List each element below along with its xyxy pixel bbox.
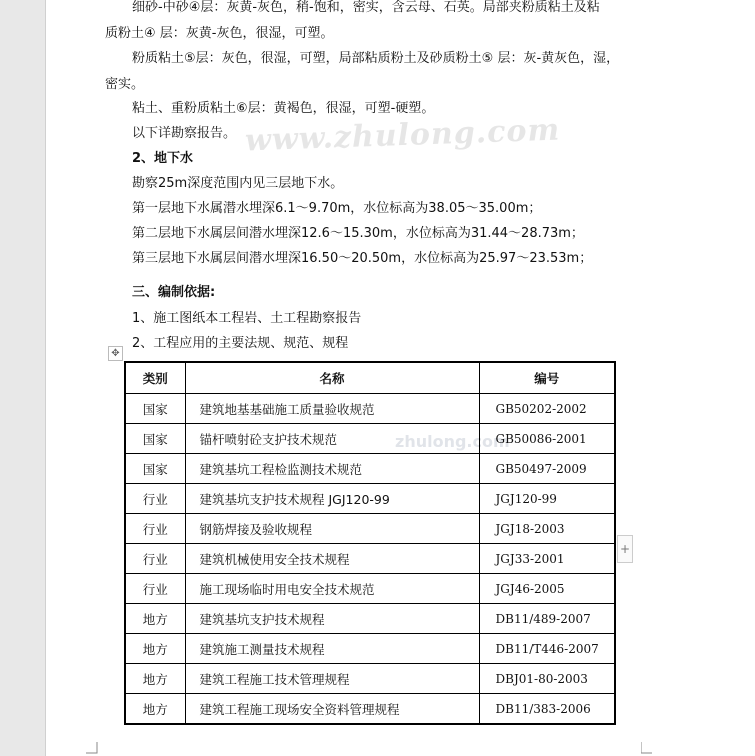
paragraph-line: 第二层地下水属层间潜水埋深12.6～15.30m，水位标高为31.44～28.73m； — [132, 226, 584, 241]
header-code: 编号 — [479, 362, 615, 394]
cell-category: 地方 — [125, 604, 185, 634]
cell-code: GB50086-2001 — [479, 424, 615, 454]
cell-category: 地方 — [125, 694, 185, 725]
standards-table — [124, 361, 616, 725]
cell-code: DBJ01-80-2003 — [479, 664, 615, 694]
table-row — [125, 604, 615, 634]
cell-name: 建筑工程施工现场安全资料管理规程 — [185, 694, 479, 725]
table-row — [125, 454, 615, 484]
cell-category: 行业 — [125, 544, 185, 574]
cell-name: 建筑基坑工程检监测技术规范 — [185, 454, 479, 484]
paragraph-line: 质粉土④ 层：灰黄-灰色，很湿，可塑。 — [105, 26, 334, 41]
cell-name: 建筑机械使用安全技术规程 — [185, 544, 479, 574]
cell-code: JGJ18-2003 — [479, 514, 615, 544]
cell-code: DB11/T446-2007 — [479, 634, 615, 664]
page-corner-mark — [641, 742, 653, 754]
paragraph-line: 粉质粘土⑤层：灰色，很湿，可塑，局部粘质粉土及砂质粉土⑤ 层：灰-黄灰色，湿， — [132, 51, 620, 66]
watermark-logo: www.zhulong.com — [244, 112, 561, 159]
table-header-row — [125, 362, 615, 394]
page-margin-strip — [680, 0, 755, 756]
cell-category: 行业 — [125, 574, 185, 604]
paragraph-line: 以下详勘察报告。 — [132, 126, 237, 141]
section-heading-groundwater: 2、地下水 — [132, 151, 194, 166]
header-name: 名称 — [185, 362, 479, 394]
paragraph-line: 1、施工图纸本工程岩、土工程勘察报告 — [132, 311, 362, 326]
cell-code: DB11/383-2006 — [479, 694, 615, 725]
cell-category: 国家 — [125, 394, 185, 424]
cell-code: GB50497-2009 — [479, 454, 615, 484]
table-row — [125, 394, 615, 424]
cell-code: JGJ120-99 — [479, 484, 615, 514]
cell-name: 施工现场临时用电安全技术规范 — [185, 574, 479, 604]
cell-name: 钢筋焊接及验收规程 — [185, 514, 479, 544]
cell-name: 建筑基坑支护技术规程 — [185, 604, 479, 634]
cell-name: 建筑施工测量技术规程 — [185, 634, 479, 664]
paragraph-line: 密实。 — [105, 77, 145, 92]
paragraph-line: 第一层地下水属潜水埋深6.1～9.70m，水位标高为38.05～35.00m； — [132, 201, 542, 216]
page-corner-mark — [86, 742, 98, 754]
cell-category: 地方 — [125, 664, 185, 694]
watermark-mid: zhulong.com — [395, 432, 510, 451]
add-column-icon[interactable]: + — [617, 535, 633, 563]
table-row — [125, 634, 615, 664]
cell-category: 行业 — [125, 514, 185, 544]
table-row — [125, 514, 615, 544]
paragraph-line: 粘土、重粉质粘土⑥层：黄褐色，很湿，可塑-硬塑。 — [132, 101, 435, 116]
paragraph-line: 勘察25m深度范围内见三层地下水。 — [132, 176, 344, 191]
cell-category: 地方 — [125, 634, 185, 664]
cell-category: 国家 — [125, 454, 185, 484]
cell-code: JGJ46-2005 — [479, 574, 615, 604]
cell-name: 建筑工程施工技术管理规程 — [185, 664, 479, 694]
table-move-handle-icon[interactable]: ✥ — [108, 346, 123, 361]
cell-code: GB50202-2002 — [479, 394, 615, 424]
cell-code: DB11/489-2007 — [479, 604, 615, 634]
table-row — [125, 694, 615, 725]
cell-category: 国家 — [125, 424, 185, 454]
header-category: 类别 — [125, 362, 185, 394]
table-row — [125, 544, 615, 574]
paragraph-line: 细砂-中砂④层：灰黄-灰色，稍-饱和，密实，含云母、石英。局部夹粉质粘土及粘 — [132, 0, 600, 15]
paragraph-line: 2、工程应用的主要法规、规范、规程 — [132, 336, 349, 351]
cell-code: JGJ33-2001 — [479, 544, 615, 574]
table-row — [125, 484, 615, 514]
table-row — [125, 424, 615, 454]
cell-name: 锚杆喷射砼支护技术规范 — [185, 424, 479, 454]
paragraph-line: 第三层地下水属层间潜水埋深16.50～20.50m，水位标高为25.97～23.53m； — [132, 251, 593, 266]
cell-category: 行业 — [125, 484, 185, 514]
section-heading-basis: 三、编制依据: — [132, 285, 216, 300]
cell-name: 建筑基坑支护技术规程 JGJ120-99 — [185, 484, 479, 514]
table-row — [125, 664, 615, 694]
cell-name: 建筑地基基础施工质量验收规范 — [185, 394, 479, 424]
table-row — [125, 574, 615, 604]
